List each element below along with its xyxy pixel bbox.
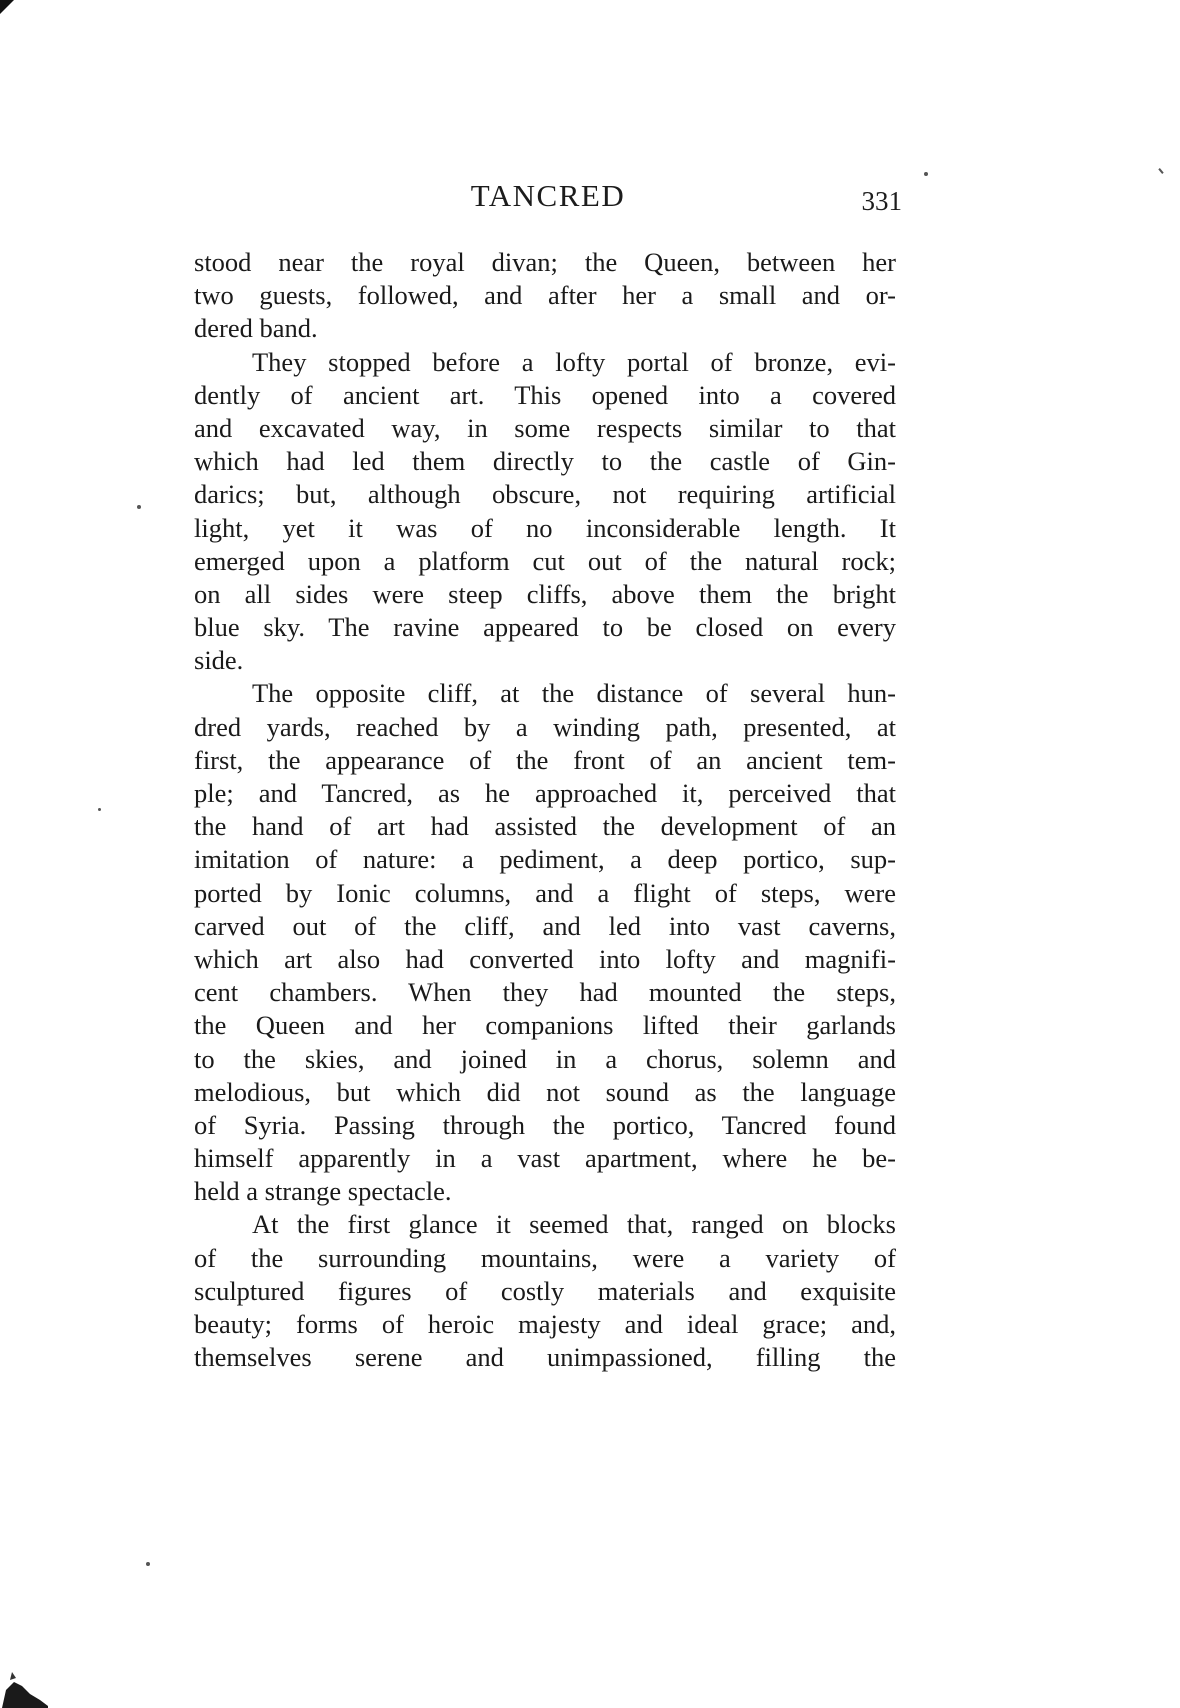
text-line: beauty; forms of heroic majesty and ideal grace; and,	[194, 1309, 896, 1339]
text-line: held a strange spectacle.	[194, 1176, 452, 1207]
text-line: on all sides were steep cliffs, above them the bright	[194, 578, 896, 609]
running-title: TANCRED	[470, 178, 626, 213]
scan-speck	[924, 172, 928, 176]
text-line: They stopped before a lofty portal of bronze, evi-	[252, 346, 896, 377]
text-line: emerged upon a platform cut out of the natural rock;	[194, 545, 896, 576]
text-line: carved out of the cliff, and led into vast caverns,	[194, 910, 896, 941]
scan-speck	[146, 1562, 150, 1566]
running-head	[194, 178, 902, 218]
text-line: which art also had converted into lofty and magnifi-	[194, 943, 896, 974]
text-line: stood near the royal divan; the Queen, between her	[194, 247, 896, 277]
scan-speck	[98, 808, 101, 811]
text-line: blue sky. The ravine appeared to be closed on every	[194, 612, 896, 643]
text-line: of Syria. Passing through the portico, Tancred found	[194, 1109, 896, 1140]
text-line: first, the appearance of the front of an ancient tem-	[194, 744, 896, 775]
text-line: light, yet it was of no inconsiderable length. It	[194, 512, 896, 543]
text-line: himself apparently in a vast apartment, where he be-	[194, 1143, 896, 1174]
text-line: melodious, but which did not sound as the language	[194, 1076, 896, 1107]
text-line: to the skies, and joined in a chorus, solemn and	[194, 1043, 896, 1074]
page-number: 331	[861, 186, 902, 216]
text-line: dered band.	[194, 313, 318, 344]
text-line: dently of ancient art. This opened into a covered	[194, 379, 896, 410]
text-line: darics; but, although obscure, not requiring artificial	[194, 479, 896, 510]
scan-speck	[1158, 168, 1163, 174]
scan-corner-mark	[0, 0, 14, 14]
text-line: which had led them directly to the castle of Gin-	[194, 446, 896, 477]
text-line: themselves serene and unimpassioned, filling the	[194, 1342, 896, 1373]
text-line: At the first glance it seemed that, ranged on blocks	[252, 1209, 896, 1240]
body-text	[194, 246, 896, 1374]
text-line: imitation of nature: a pediment, a deep portico, sup-	[194, 844, 896, 875]
text-line: two guests, followed, and after her a small and or-	[194, 280, 896, 311]
text-line: sculptured figures of costly materials and exquisite	[194, 1275, 896, 1306]
scan-corner-smudge	[0, 1660, 60, 1708]
text-line: The opposite cliff, at the distance of several hun-	[252, 678, 896, 709]
text-line: the hand of art had assisted the development of an	[194, 811, 896, 842]
text-line: cent chambers. When they had mounted the steps,	[194, 977, 896, 1008]
text-line: dred yards, reached by a winding path, presented, at	[194, 711, 896, 742]
scan-speck	[137, 505, 141, 509]
text-line: and excavated way, in some respects similar to that	[194, 412, 896, 443]
text-line: ported by Ionic columns, and a flight of steps, were	[194, 877, 896, 908]
text-line: the Queen and her companions lifted their garlands	[194, 1010, 896, 1041]
text-line: ple; and Tancred, as he approached it, perceived that	[194, 778, 896, 808]
text-line: of the surrounding mountains, were a variety of	[194, 1242, 896, 1273]
text-line: side.	[194, 645, 244, 676]
